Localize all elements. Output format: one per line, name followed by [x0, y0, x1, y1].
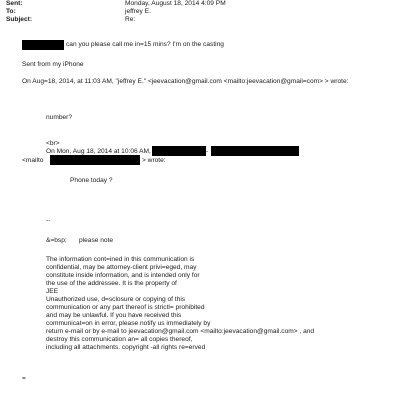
disclaimer-line: and may be unlawful. If you have received this — [46, 312, 182, 319]
mailto-text: <mailto — [22, 157, 44, 164]
disclaimer-line: constitute inside information, and is intended only for — [46, 272, 200, 279]
disclaimer-line: JEE — [46, 288, 59, 295]
quoted-header-line: On Aug=18, 2014, at 11:03 AM, "jeffrey E." <jeevacation@gmail.com <mailto:jeevacation@gmail=com> > wrote: — [22, 78, 349, 85]
signature-line: Sent from my iPhone — [22, 61, 84, 68]
sent-label: Sent: — [6, 0, 23, 7]
disclaimer-line: return e-mail or by e-mail to jeevacation@gmail.com <mailto:jeevacation@gmail.com> , and — [46, 328, 315, 335]
message-line: Phone today ? — [70, 177, 113, 184]
wrote-text: > wrote: — [142, 157, 166, 164]
subject-label: Subject: — [6, 16, 33, 23]
nbsp-text: &=bsp; — [46, 237, 67, 244]
disclaimer-line: The information cont=ined in this communication is — [46, 256, 195, 263]
redaction-box — [22, 40, 64, 50]
message-line: can you please call me in=15 mins? I'm on the casting — [66, 41, 224, 48]
separator-text: -- — [46, 217, 51, 224]
note-text: please note — [79, 237, 114, 244]
quoted-header-line: On Mon, Aug 18, 2014 at 10:06 AM, — [46, 148, 151, 155]
disclaimer-line: communicat=on in error, please notify us immediately by — [46, 320, 211, 327]
subject-value: Re: — [125, 16, 136, 23]
disclaimer-line: destroy this communication an= all copies thereof, — [46, 336, 193, 343]
disclaimer-line: Unauthorized use, d=sclosure or copying of this — [46, 296, 186, 303]
to-value: jeffrey E. — [125, 8, 151, 15]
redaction-box — [211, 146, 299, 156]
disclaimer-line: the use of the addressee. It is the property of — [46, 280, 177, 287]
disclaimer-line: confidential, may be attorney-client privi=eged, may — [46, 264, 197, 271]
disclaimer-line: communication or any part thereof is strictl= prohibited — [46, 304, 205, 311]
message-line: <br> — [46, 140, 60, 147]
redaction-box — [152, 146, 209, 156]
disclaimer-line: including all attachments. copyright -all rights re=erved — [46, 344, 206, 351]
message-line: number? — [46, 114, 73, 121]
dash-text: - — [206, 148, 209, 155]
end-mark: = — [22, 375, 26, 382]
sent-value: Monday, August 18, 2014 4:09 PM — [125, 0, 226, 7]
to-label: To: — [6, 8, 16, 15]
redaction-box — [50, 155, 140, 165]
